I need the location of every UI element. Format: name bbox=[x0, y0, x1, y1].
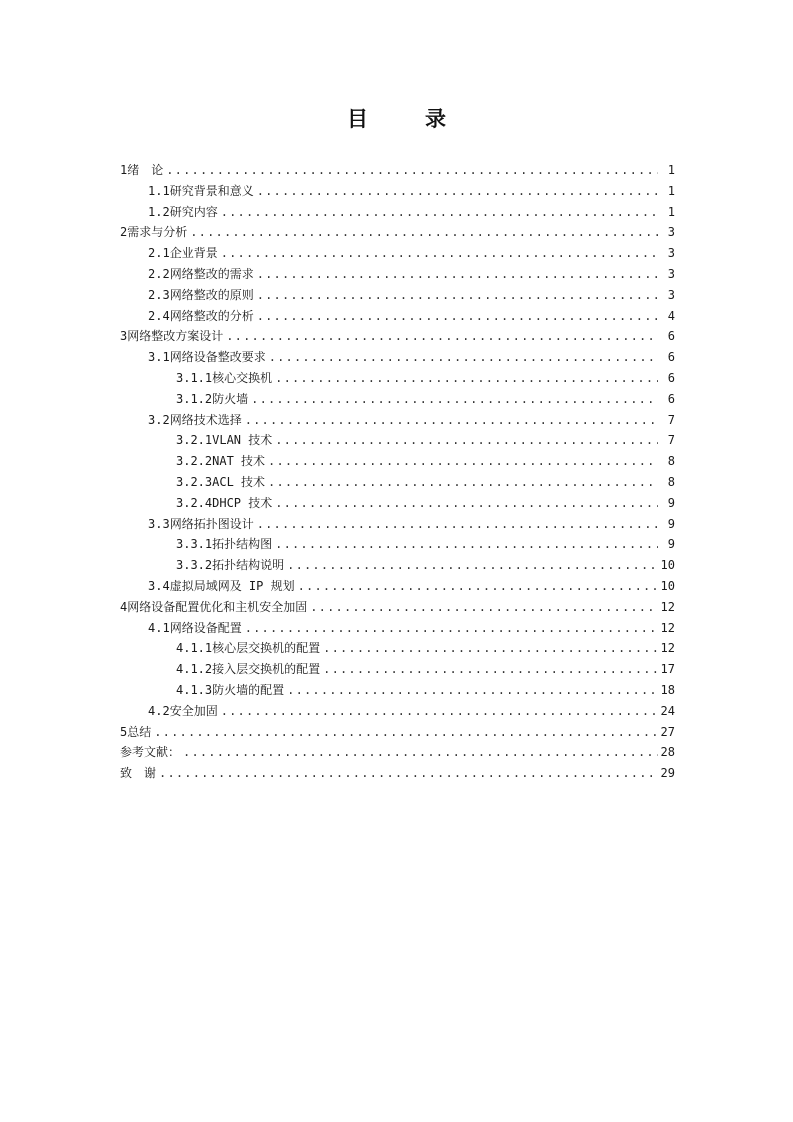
toc-entry-number: 2.2 bbox=[148, 266, 170, 281]
toc-entry-number: 4.1 bbox=[148, 620, 170, 635]
toc-entry-title: 总结 bbox=[127, 724, 152, 739]
toc-leader-dots bbox=[310, 597, 657, 618]
toc-entry-title: 网络设备整改要求 bbox=[169, 350, 266, 365]
toc-entry-number: 3.4 bbox=[148, 578, 170, 593]
toc-entry-title: NAT 技术 bbox=[212, 454, 266, 469]
toc-leader-dots bbox=[257, 181, 658, 202]
toc-entry-title: 研究背景和意义 bbox=[169, 183, 254, 198]
toc-entry[interactable] bbox=[120, 514, 675, 535]
toc-entry-title: 接入层交换机的配置 bbox=[212, 662, 321, 677]
toc-entry-title: VLAN 技术 bbox=[212, 433, 273, 448]
toc-entry-title: 企业背景 bbox=[169, 246, 218, 261]
toc-entry-page: 1 bbox=[667, 204, 675, 219]
toc-entry-title: 参考文献： bbox=[120, 745, 181, 760]
toc-entry-title: 网络整改的分析 bbox=[169, 308, 254, 323]
toc-entry[interactable] bbox=[120, 368, 675, 389]
toc-entry-number: 3.2.4 bbox=[176, 495, 213, 510]
toc-entry[interactable] bbox=[120, 680, 675, 701]
toc-entry-page: 3 bbox=[667, 246, 675, 261]
toc-entry-number: 3.2.2 bbox=[176, 454, 213, 469]
toc-entry-number: 3.1.1 bbox=[176, 370, 213, 385]
toc-entry-page: 9 bbox=[667, 516, 675, 531]
toc-entry[interactable] bbox=[120, 534, 675, 555]
toc-entry-title: 网络整改的原则 bbox=[169, 287, 254, 302]
toc-leader-dots bbox=[287, 680, 657, 701]
toc-leader-dots bbox=[268, 472, 658, 493]
toc-leader-dots bbox=[245, 410, 658, 431]
toc-entry-title: 网络技术选择 bbox=[169, 412, 242, 427]
toc-entry-page: 7 bbox=[667, 412, 675, 427]
toc-entry-page: 9 bbox=[667, 537, 675, 552]
toc-entry-number: 5 bbox=[120, 724, 128, 739]
toc-leader-dots bbox=[275, 368, 658, 389]
toc-entry-page: 24 bbox=[660, 703, 675, 718]
toc-entry-number: 3.1 bbox=[148, 350, 170, 365]
toc-leader-dots bbox=[221, 701, 658, 722]
toc-leader-dots bbox=[257, 285, 658, 306]
toc-entry-number: 3.3.1 bbox=[176, 537, 213, 552]
toc-leader-dots bbox=[275, 534, 658, 555]
toc-entry[interactable] bbox=[120, 597, 675, 618]
toc-entry-number: 4 bbox=[120, 599, 128, 614]
toc-entry-number: 2.3 bbox=[148, 287, 170, 302]
toc-entry-page: 6 bbox=[667, 370, 675, 385]
toc-entry-page: 17 bbox=[660, 662, 675, 677]
toc-entry-number: 4.1.3 bbox=[176, 682, 213, 697]
toc-entry-title: 致 谢 bbox=[120, 766, 157, 781]
toc-entry-page: 10 bbox=[660, 578, 675, 593]
toc-entry-title: 网络设备配置 bbox=[169, 620, 242, 635]
toc-leader-dots bbox=[323, 638, 657, 659]
toc-entry[interactable] bbox=[120, 347, 675, 368]
toc-entry[interactable] bbox=[120, 160, 675, 181]
toc-entry[interactable] bbox=[120, 576, 675, 597]
toc-entry[interactable] bbox=[120, 326, 675, 347]
toc-leader-dots bbox=[298, 576, 658, 597]
toc-leader-dots bbox=[245, 618, 658, 639]
toc-entry-title: 核心交换机 bbox=[212, 370, 273, 385]
toc-entry-title: 绪 论 bbox=[127, 163, 164, 177]
toc-leader-dots bbox=[221, 243, 658, 264]
toc-entry-number: 3.2 bbox=[148, 412, 170, 427]
toc-entry-title: ACL 技术 bbox=[212, 474, 266, 489]
toc-entry-page: 8 bbox=[667, 454, 675, 469]
toc-entry-title: 网络设备配置优化和主机安全加固 bbox=[127, 599, 308, 614]
toc-entry-page: 12 bbox=[660, 620, 675, 635]
toc-entry-title: 安全加固 bbox=[169, 703, 218, 718]
toc-leader-dots bbox=[190, 222, 658, 243]
toc-entry[interactable] bbox=[120, 389, 675, 410]
toc-entry[interactable] bbox=[120, 555, 675, 576]
toc-entry-page: 7 bbox=[667, 433, 675, 448]
table-of-contents bbox=[120, 160, 675, 784]
toc-entry[interactable] bbox=[120, 181, 675, 202]
toc-entry-page: 29 bbox=[660, 766, 675, 781]
page-title: 目 录 bbox=[347, 107, 464, 131]
toc-leader-dots bbox=[154, 722, 657, 743]
toc-entry-number: 1.2 bbox=[148, 204, 170, 219]
toc-leader-dots bbox=[287, 555, 657, 576]
toc-entry-number: 3.2.1 bbox=[176, 433, 213, 448]
toc-entry-number: 2.4 bbox=[148, 308, 170, 323]
toc-entry[interactable] bbox=[120, 659, 675, 680]
toc-entry-title: 拓扑结构图 bbox=[212, 537, 273, 552]
toc-entry[interactable] bbox=[120, 638, 675, 659]
toc-entry[interactable] bbox=[120, 202, 675, 223]
toc-leader-dots bbox=[257, 306, 658, 327]
toc-entry-page: 3 bbox=[667, 287, 675, 302]
toc-entry-page: 1 bbox=[667, 183, 675, 198]
toc-entry[interactable] bbox=[120, 451, 675, 472]
toc-entry[interactable] bbox=[120, 493, 675, 514]
toc-entry-number: 3 bbox=[120, 329, 128, 344]
toc-entry-page: 3 bbox=[667, 225, 675, 240]
toc-entry-title: 研究内容 bbox=[169, 204, 218, 219]
toc-entry[interactable] bbox=[120, 430, 675, 451]
toc-entry-title: 网络拓扑图设计 bbox=[169, 516, 254, 531]
toc-entry-number: 4.1.2 bbox=[176, 662, 213, 677]
toc-entry-number: 1.1 bbox=[148, 183, 170, 198]
toc-leader-dots bbox=[183, 742, 658, 763]
toc-entry[interactable] bbox=[120, 222, 675, 243]
toc-entry-title: 需求与分析 bbox=[127, 225, 188, 240]
toc-entry-number: 2 bbox=[120, 225, 128, 240]
toc-entry[interactable] bbox=[120, 243, 675, 264]
toc-entry-page: 12 bbox=[660, 599, 675, 614]
toc-entry-page: 8 bbox=[667, 474, 675, 489]
toc-entry-title: 核心层交换机的配置 bbox=[212, 641, 321, 656]
toc-entry[interactable] bbox=[120, 722, 675, 743]
toc-entry[interactable] bbox=[120, 701, 675, 722]
toc-entry[interactable] bbox=[120, 264, 675, 285]
toc-leader-dots bbox=[275, 430, 658, 451]
toc-entry-page: 12 bbox=[660, 641, 675, 656]
toc-entry-page: 9 bbox=[667, 495, 675, 510]
toc-entry-title: 拓扑结构说明 bbox=[212, 558, 285, 573]
toc-leader-dots bbox=[226, 326, 658, 347]
toc-entry-number: 2.1 bbox=[148, 246, 170, 261]
toc-entry[interactable] bbox=[120, 306, 675, 327]
toc-entry-title: 防火墙的配置 bbox=[212, 682, 285, 697]
toc-entry-page: 1 bbox=[667, 163, 675, 177]
toc-entry-page: 6 bbox=[667, 350, 675, 365]
toc-leader-dots bbox=[257, 264, 658, 285]
toc-leader-dots bbox=[159, 763, 658, 784]
toc-entry-number: 4.1.1 bbox=[176, 641, 213, 656]
toc-entry-title: 网络整改的需求 bbox=[169, 266, 254, 281]
toc-entry[interactable] bbox=[120, 742, 675, 763]
toc-entry-title: DHCP 技术 bbox=[212, 495, 273, 510]
toc-entry-number: 3.1.2 bbox=[176, 391, 213, 406]
toc-entry[interactable] bbox=[120, 618, 675, 639]
toc-entry-number: 3.3 bbox=[148, 516, 170, 531]
toc-entry-page: 3 bbox=[667, 266, 675, 281]
toc-entry-page: 18 bbox=[660, 682, 675, 697]
toc-entry-page: 6 bbox=[667, 329, 675, 344]
toc-entry-page: 10 bbox=[660, 558, 675, 573]
toc-entry-number: 1 bbox=[120, 163, 128, 177]
toc-entry-page: 28 bbox=[660, 745, 675, 760]
toc-leader-dots bbox=[251, 389, 658, 410]
toc-leader-dots bbox=[257, 514, 658, 535]
toc-entry-number: 3.2.3 bbox=[176, 474, 213, 489]
toc-leader-dots bbox=[221, 202, 658, 223]
toc-entry-page: 6 bbox=[667, 391, 675, 406]
toc-entry-title: 网络整改方案设计 bbox=[127, 329, 224, 344]
toc-entry-number: 3.3.2 bbox=[176, 558, 213, 573]
toc-entry[interactable] bbox=[120, 410, 675, 431]
toc-leader-dots bbox=[269, 347, 658, 368]
toc-entry-title: 防火墙 bbox=[212, 391, 249, 406]
toc-entry[interactable] bbox=[120, 285, 675, 306]
toc-entry-title: 虚拟局域网及 IP 规划 bbox=[169, 578, 295, 593]
toc-entry[interactable] bbox=[120, 472, 675, 493]
toc-leader-dots bbox=[268, 451, 658, 472]
toc-entry-number: 4.2 bbox=[148, 703, 170, 718]
toc-entry[interactable] bbox=[120, 763, 675, 784]
toc-leader-dots bbox=[323, 659, 657, 680]
toc-entry-page: 27 bbox=[660, 724, 675, 739]
toc-entry-page: 4 bbox=[667, 308, 675, 323]
toc-leader-dots bbox=[275, 493, 658, 514]
toc-leader-dots bbox=[166, 160, 658, 181]
